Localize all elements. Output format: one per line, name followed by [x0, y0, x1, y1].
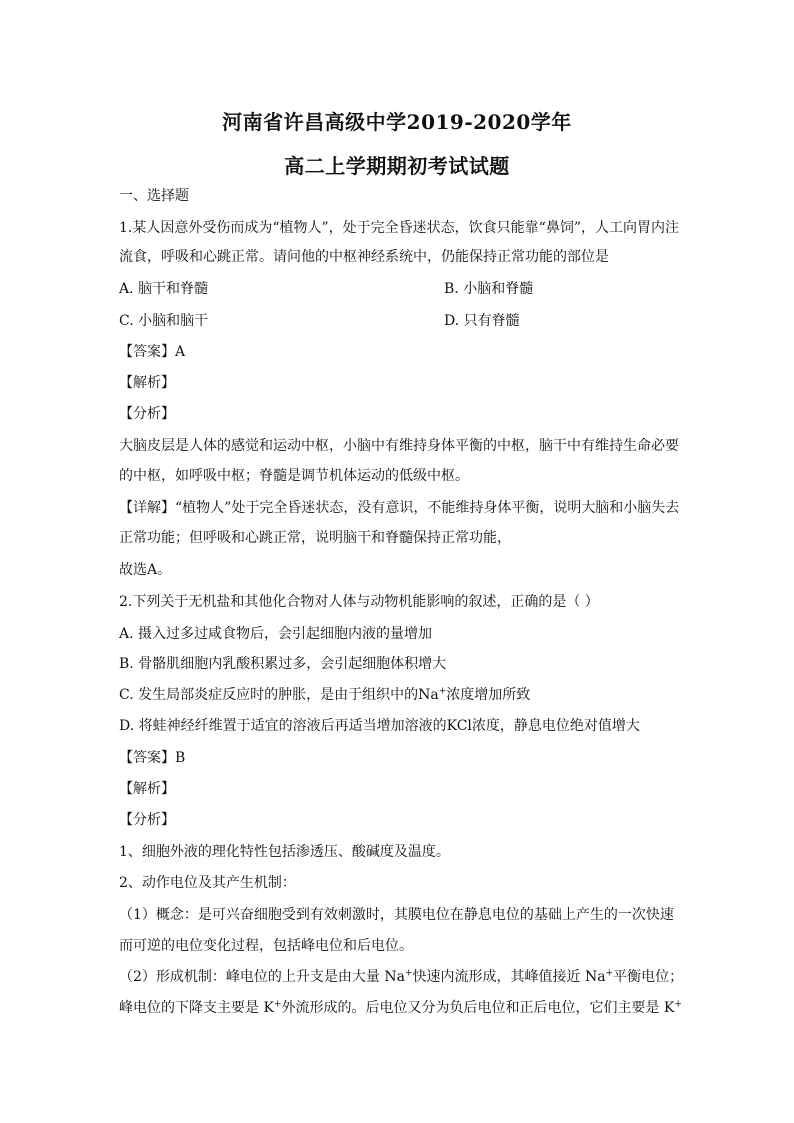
q2-point-2: 2、动作电位及其产生机制： [119, 875, 296, 891]
q2-option-b: B. 骨骼肌细胞内乳酸积累过多，会引起细胞体积增大 [119, 656, 447, 672]
q1-answer: 【答案】A [119, 344, 186, 360]
q2-option-c [119, 686, 530, 704]
q2-jiexi-label: 【解析】 [119, 781, 175, 797]
q2-point-5-superscript-1: + [273, 999, 282, 1010]
q2-point-5-text-a: 峰电位的下降支主要是 K [119, 1000, 274, 1016]
q2-stem: 2.下列关于无机盐和其他化合物对人体与动物机能影响的叙述，正确的是（ ） [119, 594, 599, 610]
q2-point-4-text-b: 快速内流形成，其峰值接近 Na [412, 969, 606, 985]
q1-analysis-line2: 的中枢，如呼吸中枢；脊髓是调节机体运动的低级中枢。 [119, 468, 469, 484]
q2-option-a: A. 摄入过多过咸食物后，会引起细胞内液的量增加 [119, 626, 433, 642]
q2-option-c-text-end: 浓度增加所致 [446, 687, 531, 703]
q2-point-4-line2 [119, 999, 682, 1017]
section-heading: 一、选择题 [119, 188, 189, 204]
q1-detail-line3: 故选A。 [119, 562, 172, 578]
q1-option-a: A. 脑干和脊髓 [119, 281, 209, 297]
q2-answer: 【答案】B [119, 750, 186, 766]
q2-point-3-line2: 而可逆的电位变化过程，包括峰电位和后电位。 [119, 938, 413, 954]
q2-point-3-line1: （1）概念：是可兴奋细胞受到有效刺激时，其膜电位在静息电位的基础上产生的一次快速 [119, 907, 674, 923]
q1-detail-line2: 正常功能；但呼吸和心跳正常，说明脑干和脊髓保持正常功能， [119, 530, 511, 546]
q1-stem-line2: 流食，呼吸和心跳正常。请问他的中枢神经系统中，仍能保持正常功能的部位是 [119, 249, 609, 265]
q1-jiexi-label: 【解析】 [119, 375, 175, 391]
q1-stem-line1: 1.某人因意外受伤而成为“植物人”，处于完全昏迷状态，饮食只能靠“鼻饲”，人工向胃内注 [119, 220, 679, 236]
document-title-line2: 高二上学期期初考试试题 [284, 154, 510, 178]
q1-fenxi-label: 【分析】 [119, 406, 175, 422]
q2-point-4-superscript-1: + [404, 968, 413, 979]
q2-point-4-superscript-2: + [605, 968, 614, 979]
q2-point-5-superscript-2: + [674, 999, 682, 1010]
q2-point-4-line1 [119, 968, 683, 986]
document-title-line1: 河南省许昌高级中学2019-2020学年 [222, 110, 572, 134]
q1-detail-line1: 【详解】“植物人”处于完全昏迷状态，没有意识，不能维持身体平衡，说明大脑和小脑失去 [119, 500, 680, 516]
q2-fenxi-label: 【分析】 [119, 812, 175, 828]
q1-option-d: D. 只有脊髓 [444, 313, 520, 329]
q2-point-4-text-c: 平衡电位； [613, 969, 684, 985]
q2-point-1: 1、细胞外液的理化特性包括渗透压、酸碱度及温度。 [119, 844, 450, 860]
q2-option-c-text: C. 发生局部炎症反应时的肿胀，是由于组织中的Na [119, 687, 439, 703]
q1-option-c: C. 小脑和脑干 [119, 313, 209, 329]
q2-option-c-superscript: + [438, 686, 447, 697]
q2-point-5-text-b: 外流形成的。后电位又分为负后电位和正后电位，它们主要是 K [281, 1000, 675, 1016]
q2-option-d: D. 将蛙神经纤维置于适宜的溶液后再适当增加溶液的KCl浓度，静息电位绝对值增大 [119, 718, 640, 734]
q2-point-4-text-a: （2）形成机制：峰电位的上升支是由大量 Na [119, 969, 405, 985]
q1-option-b: B. 小脑和脊髓 [444, 281, 534, 297]
q1-analysis-line1: 大脑皮层是人体的感觉和运动中枢，小脑中有维持身体平衡的中枢，脑干中有维持生命必要 [119, 438, 679, 454]
